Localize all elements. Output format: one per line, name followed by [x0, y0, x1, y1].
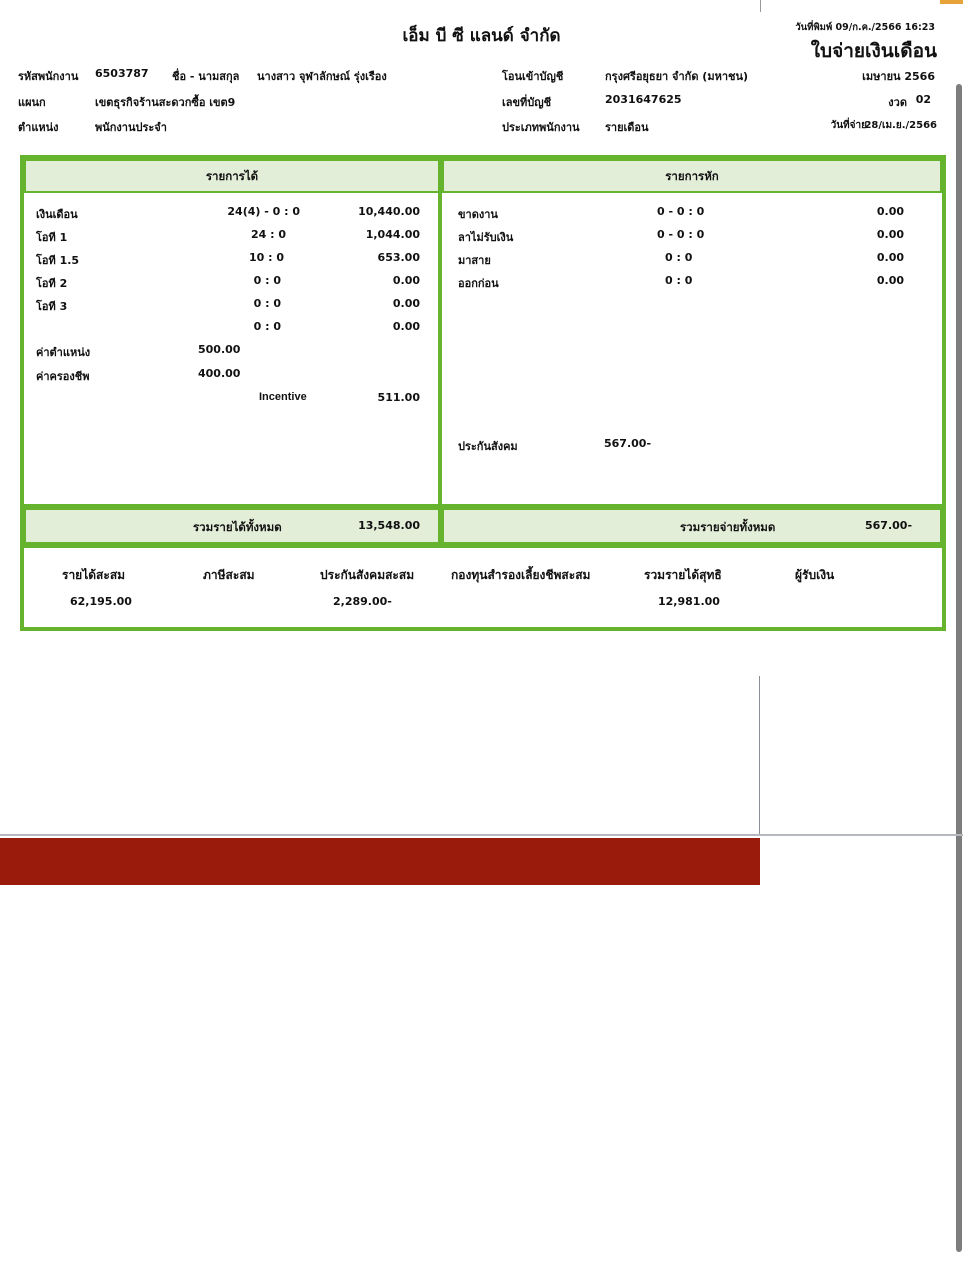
earnings-total-label: รวมรายได้ทั้งหมด — [193, 520, 282, 534]
earning-qty: 0 : 0 — [253, 320, 281, 333]
company-name: เอ็ม บี ซี แลนด์ จำกัด — [402, 26, 561, 46]
living-allowance-value: 400.00 — [198, 367, 241, 380]
earning-amount: 0.00 — [392, 297, 420, 310]
deduction-label: ขาดงาน — [458, 208, 498, 221]
summary-header: กองทุนสำรองเลี้ยงชีพสะสม — [451, 568, 591, 582]
bank-name: กรุงศรีอยุธยา จำกัด (มหาชน) — [605, 70, 749, 83]
deductions-header: รายการหัก — [442, 159, 942, 193]
earning-qty: 10 : 0 — [248, 251, 284, 264]
deduction-label: มาสาย — [458, 254, 491, 267]
social-security-value: 567.00- — [604, 437, 652, 450]
pay-date: 28/เม.ย./2566 — [864, 120, 937, 131]
position: พนักงานประจำ — [95, 121, 167, 134]
deductions-total-label: รวมรายจ่ายทั้งหมด — [680, 520, 776, 534]
department: เขตธุรกิจร้านสะดวกซื้อ เขต9 — [95, 96, 236, 109]
pay-month: เมษายน 2566 — [862, 70, 935, 83]
account-label: เลขที่บัญชี — [502, 96, 552, 109]
earning-qty: 0 : 0 — [253, 297, 281, 310]
earning-qty: 24 : 0 — [250, 228, 286, 241]
department-label: แผนก — [18, 96, 46, 109]
earning-label: เงินเดือน — [36, 208, 78, 221]
employee-id-label: รหัสพนักงาน — [18, 70, 79, 83]
employee-name: นางสาว จุฬาลักษณ์ รุ่งเรือง — [257, 70, 387, 83]
deduction-amount: 0.00 — [876, 205, 904, 218]
totals-bottom-border — [24, 544, 942, 548]
deduction-amount: 0.00 — [876, 228, 904, 241]
summary-header: ประกันสังคมสะสม — [320, 568, 415, 582]
account-number: 2031647625 — [605, 93, 682, 106]
page-divider — [0, 834, 963, 836]
deduction-qty: 0 - 0 : 0 — [657, 205, 705, 218]
document-title: ใบจ่ายเงินเดือน — [810, 40, 937, 62]
employee-type: รายเดือน — [605, 121, 649, 134]
summary-header: ภาษีสะสม — [203, 568, 255, 582]
payslip-box — [20, 155, 946, 631]
employee-name-label: ชื่อ - นามสกุล — [172, 70, 240, 83]
earning-amount: 10,440.00 — [358, 205, 420, 218]
page-edge-line — [759, 676, 760, 834]
vertical-scrollbar[interactable] — [956, 84, 962, 1252]
deduction-amount: 0.00 — [876, 251, 904, 264]
deduction-amount: 0.00 — [876, 274, 904, 287]
earning-amount: 0.00 — [392, 274, 420, 287]
employee-type-label: ประเภทพนักงาน — [502, 121, 580, 134]
earning-qty: 0 : 0 — [253, 274, 281, 287]
earning-label: โอที 1 — [36, 231, 68, 244]
social-security-label: ประกันสังคม — [458, 440, 518, 453]
earning-amount: 653.00 — [377, 251, 420, 264]
position-allowance-value: 500.00 — [198, 343, 241, 356]
earning-amount: 0.00 — [392, 320, 420, 333]
living-allowance-label: ค่าครองชีพ — [36, 370, 90, 383]
earning-qty: 24(4) - 0 : 0 — [227, 205, 300, 218]
top-divider — [760, 0, 761, 12]
earnings-header: รายการได้ — [24, 159, 440, 193]
column-divider — [438, 159, 442, 548]
pay-date-label: วันที่จ่าย — [830, 120, 867, 131]
deduction-label: ลาไม่รับเงิน — [458, 231, 514, 244]
period: 02 — [915, 93, 931, 106]
position-allowance-label: ค่าตำแหน่ง — [36, 346, 91, 359]
deductions-total-value: 567.00- — [865, 519, 913, 532]
red-banner — [0, 838, 760, 885]
summary-value: 62,195.00 — [70, 595, 132, 608]
incentive-label: Incentive — [259, 391, 307, 403]
earning-label: โอที 1.5 — [36, 254, 80, 267]
print-date: วันที่พิมพ์ 09/ก.ค./2566 16:23 — [795, 22, 935, 33]
deduction-qty: 0 : 0 — [665, 274, 693, 287]
bank-label: โอนเข้าบัญชี — [502, 70, 564, 83]
deduction-label: ออกก่อน — [458, 277, 499, 290]
deduction-qty: 0 : 0 — [665, 251, 693, 264]
summary-header: รวมรายได้สุทธิ — [644, 568, 722, 582]
corner-mark — [940, 0, 963, 4]
earning-label: โอที 3 — [36, 300, 68, 313]
incentive-value: 511.00 — [377, 391, 420, 404]
period-label: งวด — [888, 96, 907, 109]
employee-id: 6503787 — [95, 67, 149, 80]
earning-label: โอที 2 — [36, 277, 68, 290]
earnings-total-value: 13,548.00 — [358, 519, 420, 532]
deduction-qty: 0 - 0 : 0 — [657, 228, 705, 241]
earning-amount: 1,044.00 — [365, 228, 420, 241]
summary-value: 12,981.00 — [658, 595, 720, 608]
position-label: ตำแหน่ง — [18, 121, 59, 134]
summary-header: รายได้สะสม — [62, 568, 126, 582]
summary-value: 2,289.00- — [333, 595, 392, 608]
summary-header: ผู้รับเงิน — [795, 568, 835, 582]
